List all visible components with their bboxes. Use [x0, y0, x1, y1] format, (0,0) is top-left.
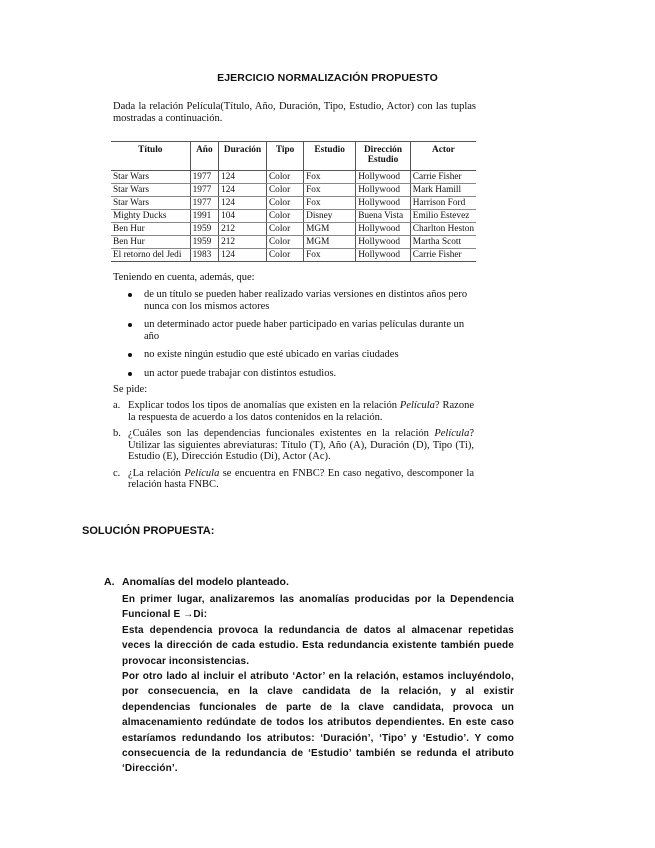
condition-text: un determinado actor puede haber participado en varias películas durante un año: [144, 319, 465, 342]
bullet-icon: [128, 323, 132, 327]
table-cell: 1977: [190, 171, 218, 184]
table-cell: MGM: [304, 223, 356, 236]
table-cell: 124: [219, 171, 267, 184]
table-cell: Ben Hur: [111, 236, 190, 249]
solution-title: SOLUCIÓN PROPUESTA:: [82, 525, 215, 537]
table-cell: Color: [266, 249, 303, 262]
table-row: [111, 197, 476, 210]
table-cell: 1991: [190, 210, 218, 223]
condition-item: [128, 368, 475, 380]
condition-item: [128, 289, 475, 312]
table-cell: 124: [219, 249, 267, 262]
condition-text: un actor puede trabajar con distintos estudios.: [144, 367, 337, 379]
table-row: [111, 184, 476, 197]
section-a-heading-text: Anomalías del modelo planteado.: [122, 576, 289, 588]
col-header: Estudio: [304, 142, 356, 171]
table-cell: Fox: [304, 197, 356, 210]
table-cell: 1959: [190, 223, 218, 236]
pelicula-table: [111, 141, 476, 262]
task-item: [113, 400, 474, 423]
table-row: [111, 249, 476, 262]
relation-name: Película: [399, 400, 435, 411]
intro-paragraph: Dada la relación Película(Título, Año, Duración, Tipo, Estudio, Actor) con las tuplas mostradas a continuación.: [113, 101, 476, 124]
table-cell: Hollywood: [356, 184, 411, 197]
table-row: [111, 236, 476, 249]
task-text: ¿Cuáles son las dependencias funcionales existentes en la relación: [128, 428, 435, 439]
table-cell: Buena Vista: [356, 210, 411, 223]
table-cell: 212: [219, 236, 267, 249]
table-cell: Charlton Heston: [410, 223, 476, 236]
col-header: Tipo: [266, 142, 303, 171]
col-header: Dirección Estudio: [356, 142, 411, 171]
table-cell: 124: [219, 184, 267, 197]
table-cell: Color: [266, 236, 303, 249]
table-cell: 1977: [190, 197, 218, 210]
task-text: Explicar todos los tipos de anomalías que existen en la relación: [128, 400, 400, 411]
task-item: [113, 468, 474, 491]
table-cell: Color: [266, 197, 303, 210]
table-cell: El retorno del Jedi: [111, 249, 190, 262]
condition-item: [128, 319, 475, 342]
table-cell: Martha Scott: [410, 236, 476, 249]
considering-label: Teniendo en cuenta, además, que:: [113, 272, 255, 283]
table-row: [111, 223, 476, 236]
condition-text: no existe ningún estudio que esté ubicado en varias ciudades: [144, 349, 399, 360]
task-text: ? Razone la respuesta de acuerdo a los datos contenidos en la relación.: [128, 400, 474, 423]
table-header-row: [111, 142, 476, 171]
col-header: Título: [111, 142, 190, 171]
table-cell: Emilio Estevez: [410, 210, 476, 223]
section-a-heading: [104, 576, 289, 588]
task-marker: c.: [113, 467, 121, 479]
table-cell: Carrie Fisher: [410, 249, 476, 262]
col-header: Año: [190, 142, 218, 171]
table-cell: Hollywood: [356, 197, 411, 210]
table-cell: 1977: [190, 184, 218, 197]
bullet-icon: [128, 372, 132, 376]
task-marker: b.: [113, 428, 121, 439]
table-row: [111, 171, 476, 184]
table-cell: Carrie Fisher: [410, 171, 476, 184]
table-cell: Fox: [304, 184, 356, 197]
condition-item: [128, 349, 475, 361]
table-cell: 1959: [190, 236, 218, 249]
relation-name: Película: [434, 428, 470, 439]
asked-label: Se pide:: [113, 384, 148, 395]
table-cell: Ben Hur: [111, 223, 190, 236]
table-cell: Color: [266, 171, 303, 184]
table-cell: Star Wars: [111, 171, 190, 184]
task-text: se encuentra en FNBC? En caso negativo, descomponer la relación hasta FNBC.: [128, 467, 475, 490]
table-cell: 1983: [190, 249, 218, 262]
table-cell: Star Wars: [111, 197, 190, 210]
table-cell: 212: [219, 223, 267, 236]
table-cell: Hollywood: [356, 249, 411, 262]
table-row: [111, 210, 476, 223]
table-cell: Disney: [304, 210, 356, 223]
table-cell: Fox: [304, 171, 356, 184]
table-cell: Mark Hamill: [410, 184, 476, 197]
table-cell: Hollywood: [356, 236, 411, 249]
table-cell: Mighty Ducks: [111, 210, 190, 223]
task-item: [113, 428, 474, 463]
condition-text: de un título se pueden haber realizado varias versiones en distintos años pero nunca con los mismos actores: [144, 289, 468, 312]
task-text: ¿La relación: [128, 467, 185, 479]
col-header: Duración: [219, 142, 267, 171]
conditions-list: [128, 289, 475, 386]
bullet-icon: [128, 353, 132, 357]
table-cell: Hollywood: [356, 171, 411, 184]
table-cell: Color: [266, 210, 303, 223]
solution-paragraph: Por otro lado al incluir el atributo ‘Actor’ en la relación, estamos incluyéndolo, por consecuencia, en la clave candidata de la relación, y al existir dependencias funcionales de parte de la clave candidata, provoca un almacenamiento redúndate de todos los atributos dependientes. En este caso estaríamos redundando los atributos: ‘Duración’, ‘Tipo’ y ‘Estudio’. Y como consecuencia de la redundancia de ‘Estudio’ también se redunda el atributo ‘Dirección’.: [122, 671, 514, 775]
table-cell: Color: [266, 184, 303, 197]
col-header: Actor: [410, 142, 476, 171]
table-cell: MGM: [304, 236, 356, 249]
table-cell: Star Wars: [111, 184, 190, 197]
bullet-icon: [128, 293, 132, 297]
table-cell: 124: [219, 197, 267, 210]
relation-name: Película: [184, 467, 220, 479]
task-text: ? Utilizar las siguientes abreviaturas: Título (T), Año (A), Duración (D), Tipo (Ti), Estudio (E), Dirección Estudio (Di), Actor (Ac).: [128, 428, 474, 462]
section-a-marker: A.: [104, 576, 115, 588]
table-cell: Color: [266, 223, 303, 236]
solution-paragraph: En primer lugar, analizaremos las anomalías producidas por la Dependencia Funcional E →Di:: [122, 594, 514, 621]
section-a-body: [122, 592, 514, 777]
table-cell: 104: [219, 210, 267, 223]
solution-paragraph: Esta dependencia provoca la redundancia de datos al almacenar repetidas veces la dirección de cada estudio. Esta redundancia existente también puede provocar inconsistencias.: [122, 624, 514, 667]
table-cell: Hollywood: [356, 223, 411, 236]
table-cell: Harrison Ford: [410, 197, 476, 210]
task-marker: a.: [113, 400, 121, 411]
tasks-list: [113, 400, 474, 496]
exercise-title: EJERCICIO NORMALIZACIÓN PROPUESTO: [217, 72, 438, 84]
table-cell: Fox: [304, 249, 356, 262]
